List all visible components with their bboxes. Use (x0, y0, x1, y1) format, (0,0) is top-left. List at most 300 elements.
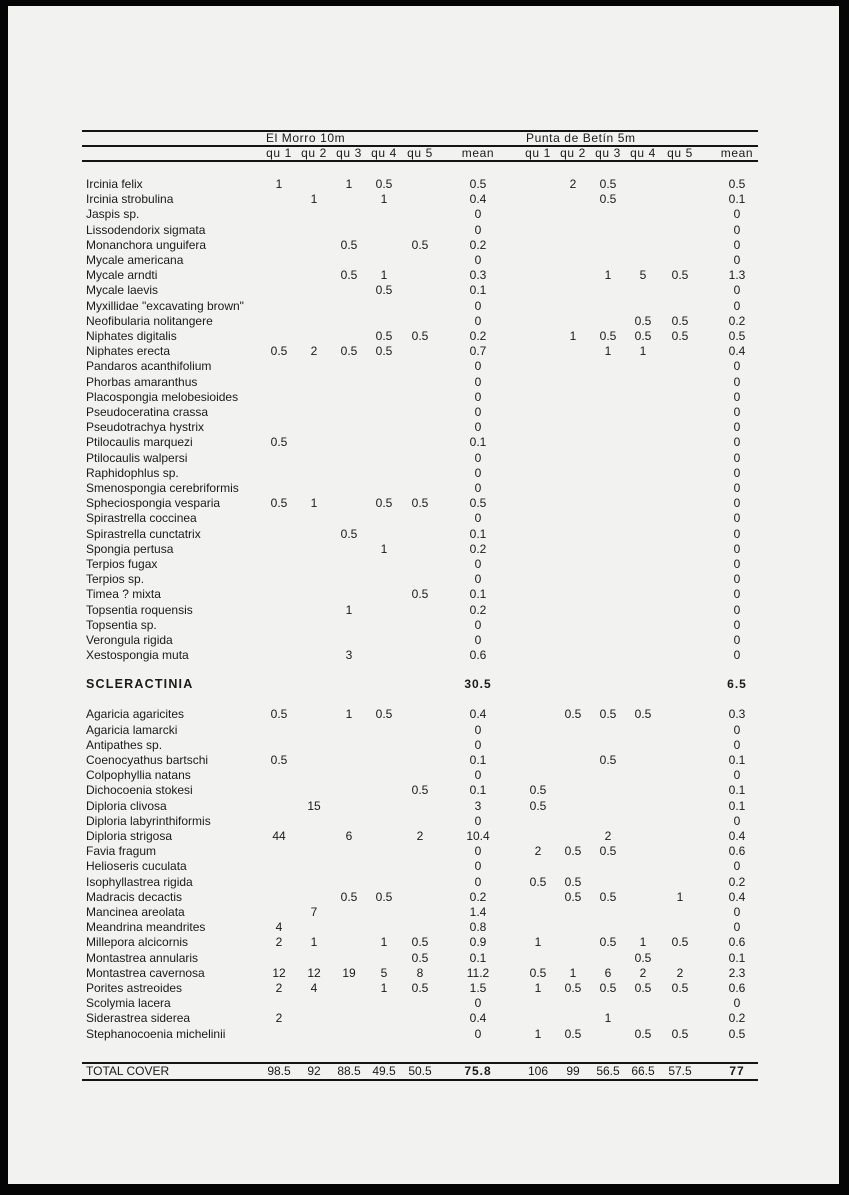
punta-betin-mean: 0 (733, 420, 741, 435)
el-morro-mean: 0 (474, 813, 482, 828)
species-name: Pseudotrachya hystrix (86, 420, 205, 435)
total-cover-row (82, 1064, 758, 1079)
el-morro-quadrat-value: 0.5 (375, 329, 393, 343)
el-morro-mean: 0.2 (469, 541, 487, 556)
punta-betin-mean: 0.1 (728, 798, 746, 813)
punta-betin-mean: 0 (733, 602, 741, 617)
el-morro-quadrat-value: 1 (310, 935, 318, 950)
el-morro-quadrat-value: 0.5 (411, 981, 429, 995)
el-morro-quadrat-value: 0.5 (340, 526, 358, 541)
species-name: Spheciospongia vesparia (86, 496, 221, 511)
punta-betin-mean: 0 (733, 557, 741, 571)
el-morro-section-total: 30.5 (464, 677, 492, 692)
punta-betin-mean: 0.6 (728, 981, 746, 995)
el-morro-mean: 0 (474, 1026, 482, 1041)
punta-betin-mean: 0 (733, 481, 741, 495)
table-row (82, 314, 758, 329)
el-morro-mean: 0 (474, 253, 482, 267)
punta-betin-quadrat-value: 0.5 (564, 707, 582, 722)
table-row (82, 451, 758, 466)
punta-betin-quadrat-value: 0.5 (671, 981, 689, 995)
table-row (82, 542, 758, 557)
el-morro-quadrat-value: 0.5 (270, 435, 288, 450)
el-morro-quadrat-value: 0.5 (375, 283, 393, 298)
table-row (82, 344, 758, 359)
table-row (82, 587, 758, 602)
site1-header: El Morro 10m (266, 131, 346, 145)
table-row (82, 753, 758, 768)
species-name: Topsentia roquensis (86, 602, 193, 617)
punta-betin-quadrat-value: 0.5 (599, 935, 617, 950)
species-name: Lissodendorix sigmata (86, 222, 206, 237)
el-morro-quadrat-value: 0.5 (270, 753, 288, 767)
column-header: qu 3 (336, 146, 362, 160)
punta-betin-mean: 0.1 (728, 783, 746, 798)
species-name: Timea ? mixta (86, 587, 161, 602)
column-header: qu 2 (301, 146, 327, 160)
punta-betin-quadrat-value: 0.5 (671, 329, 689, 343)
punta-betin-quadrat-value: 1 (676, 889, 684, 904)
species-name: Colpophyllia natans (86, 768, 191, 783)
table-row (82, 905, 758, 920)
punta-betin-quadrat-value: 2 (534, 844, 542, 859)
punta-betin-mean: 0.4 (728, 889, 746, 904)
punta-betin-mean: 0 (733, 541, 741, 556)
punta-betin-mean: 0 (733, 768, 741, 783)
el-morro-quadrat-value: 0.5 (375, 889, 393, 904)
punta-betin-mean: 0 (733, 222, 741, 237)
punta-betin-mean: 0.4 (728, 344, 746, 359)
el-morro-mean: 0 (474, 617, 482, 632)
el-morro-mean: 0 (474, 996, 482, 1011)
column-header: qu 1 (266, 146, 292, 160)
punta-betin-quadrat-value: 0.5 (564, 889, 582, 904)
el-morro-mean: 0.5 (469, 496, 487, 511)
punta-betin-mean: 0 (733, 207, 741, 222)
punta-betin-mean: 0.2 (728, 313, 746, 328)
species-name: Montastrea annularis (86, 950, 199, 965)
punta-betin-quadrat-value: 1 (569, 329, 577, 343)
species-name: Helioseris cuculata (86, 859, 187, 874)
punta-betin-mean: 0 (733, 737, 741, 752)
el-morro-quadrat-value: 0.5 (411, 950, 429, 965)
punta-betin-quadrat-value: 0.5 (529, 798, 547, 813)
el-morro-mean: 0.2 (469, 602, 487, 617)
el-morro-mean: 0 (474, 874, 482, 889)
table-row (82, 768, 758, 783)
punta-betin-mean: 0.1 (728, 950, 746, 965)
species-name: Siderastrea siderea (86, 1011, 191, 1026)
el-morro-quadrat-value: 1 (380, 192, 388, 207)
punta-betin-mean: 0 (733, 405, 741, 419)
table-row (82, 390, 758, 405)
species-name: Verongula rigida (86, 633, 173, 647)
el-morro-quadrat-value: 44 (272, 829, 286, 843)
el-morro-mean: 0 (474, 859, 482, 874)
el-morro-mean: 0.5 (469, 177, 487, 191)
el-morro-mean: 0 (474, 389, 482, 404)
el-morro-mean: 0 (474, 450, 482, 465)
table-row (82, 738, 758, 753)
el-morro-mean: 0.6 (469, 648, 487, 663)
el-morro-mean: 0 (474, 844, 482, 859)
punta-betin-mean: 0 (733, 920, 741, 935)
table-row (82, 466, 758, 481)
el-morro-total-value: 98.5 (267, 1064, 291, 1078)
punta-betin-mean: 0 (733, 283, 741, 298)
total-label: TOTAL COVER (86, 1064, 170, 1078)
species-name: Raphidophlus sp. (86, 465, 179, 480)
punta-betin-mean: 0.5 (728, 1026, 746, 1041)
el-morro-quadrat-value: 1 (310, 192, 318, 207)
el-morro-quadrat-value: 6 (345, 829, 353, 843)
punta-betin-quadrat-value: 1 (569, 965, 577, 980)
punta-betin-mean: 0 (733, 298, 741, 313)
punta-betin-quadrat-value: 1 (534, 981, 542, 995)
el-morro-mean: 0 (474, 737, 482, 752)
table-row (82, 283, 758, 298)
punta-betin-quadrat-value: 2 (604, 829, 612, 843)
table-row (82, 648, 758, 663)
punta-betin-total-value: 56.5 (596, 1064, 620, 1078)
species-name: Smenospongia cerebriformis (86, 481, 239, 495)
species-name: Pandaros acanthifolium (86, 359, 212, 374)
el-morro-mean: 0 (474, 511, 482, 526)
el-morro-quadrat-value: 0.5 (270, 344, 288, 359)
column-header-row (82, 146, 758, 161)
site2-header: Punta de Betín 5m (526, 131, 636, 145)
punta-betin-quadrat-value: 0.5 (599, 981, 617, 995)
el-morro-mean: 0.2 (469, 329, 487, 343)
el-morro-mean: 0.1 (469, 783, 487, 798)
el-morro-mean: 0 (474, 465, 482, 480)
el-morro-quadrat-value: 12 (272, 965, 286, 980)
el-morro-quadrat-value: 0.5 (411, 237, 429, 252)
species-name: Mycale americana (86, 253, 184, 267)
el-morro-quadrat-value: 0.5 (411, 329, 429, 343)
el-morro-quadrat-value: 0.5 (340, 237, 358, 252)
el-morro-mean: 0.1 (469, 950, 487, 965)
punta-betin-mean: 0 (733, 813, 741, 828)
table-row (82, 207, 758, 222)
punta-betin-section-total: 6.5 (727, 677, 747, 692)
el-morro-mean: 0 (474, 207, 482, 222)
el-morro-mean: 3 (474, 798, 482, 813)
punta-betin-mean: 0.6 (728, 935, 746, 950)
el-morro-quadrat-value: 0.5 (411, 587, 429, 602)
table-row (82, 420, 758, 435)
el-morro-mean: 11.2 (466, 965, 490, 980)
column-header: qu 4 (371, 146, 397, 160)
punta-betin-quadrat-value: 1 (534, 1026, 542, 1041)
site-header-row (82, 131, 758, 146)
document-page (8, 6, 839, 1184)
punta-betin-mean: 0 (733, 648, 741, 663)
el-morro-quadrat-value: 1 (345, 707, 353, 722)
table-row (82, 238, 758, 253)
total-bottom-rule (82, 1079, 758, 1081)
el-morro-quadrat-value: 0.5 (411, 783, 429, 798)
punta-betin-quadrat-value: 1 (534, 935, 542, 950)
table-row (82, 707, 758, 722)
el-morro-quadrat-value: 4 (310, 981, 318, 995)
punta-betin-quadrat-value: 0.5 (599, 753, 617, 767)
species-name: Monanchora unguifera (86, 237, 207, 252)
species-name: Myxillidae "excavating brown" (86, 298, 244, 313)
species-name: Phorbas amaranthus (86, 374, 198, 389)
species-name: Coenocyathus bartschi (86, 753, 209, 767)
el-morro-mean: 0.1 (469, 753, 487, 767)
el-morro-mean: 0 (474, 405, 482, 419)
punta-betin-mean: 0 (733, 572, 741, 587)
species-name: Diploria strigosa (86, 829, 173, 843)
table-row (82, 723, 758, 738)
el-morro-mean: 0.8 (469, 920, 487, 935)
species-name: Ptilocaulis marquezi (86, 435, 193, 450)
table-row (82, 435, 758, 450)
punta-betin-quadrat-value: 1 (639, 344, 647, 359)
punta-betin-quadrat-value: 2 (639, 965, 647, 980)
el-morro-quadrat-value: 0.5 (340, 268, 358, 283)
species-name: Terpios fugax (86, 557, 158, 571)
el-morro-mean: 0.1 (469, 587, 487, 602)
species-name: Mycale arndti (86, 268, 158, 283)
punta-betin-mean: 1.3 (728, 268, 746, 283)
table-row (82, 223, 758, 238)
column-header: qu 1 (525, 146, 551, 160)
species-name: Diploria labyrinthiformis (86, 813, 211, 828)
table-row (82, 603, 758, 618)
punta-betin-mean: 0 (733, 526, 741, 541)
table-row (82, 496, 758, 511)
column-header: mean (461, 146, 495, 160)
punta-betin-mean: 0 (733, 389, 741, 404)
el-morro-mean: 10.4 (466, 829, 490, 843)
punta-betin-quadrat-value: 0.5 (564, 844, 582, 859)
species-name: Stephanocoenia michelinii (86, 1026, 226, 1041)
el-morro-quadrat-value: 1 (380, 268, 388, 283)
punta-betin-mean: 0 (733, 722, 741, 737)
punta-betin-quadrat-value: 5 (639, 268, 647, 283)
el-morro-quadrat-value: 12 (307, 965, 321, 980)
el-morro-mean: 0.7 (469, 344, 487, 359)
punta-betin-mean: 0.3 (728, 707, 746, 722)
el-morro-mean: 0 (474, 481, 482, 495)
el-morro-quadrat-value: 1 (345, 602, 353, 617)
el-morro-mean: 0 (474, 420, 482, 435)
el-morro-quadrat-value: 2 (310, 344, 318, 359)
el-morro-quadrat-value: 0.5 (340, 889, 358, 904)
el-morro-mean: 0.1 (469, 435, 487, 450)
species-name: Ircinia felix (86, 177, 143, 191)
species-name: Agaricia agaricites (86, 707, 185, 722)
punta-betin-quadrat-value: 0.5 (634, 707, 652, 722)
punta-betin-mean: 0 (733, 511, 741, 526)
punta-betin-mean: 0 (733, 359, 741, 374)
el-morro-mean: 0.1 (469, 526, 487, 541)
table-row (82, 920, 758, 935)
species-name: Ircinia strobulina (86, 192, 174, 207)
el-morro-mean: 0 (474, 722, 482, 737)
el-morro-mean: 1.5 (469, 981, 487, 995)
table-row (82, 829, 758, 844)
table-row (82, 633, 758, 648)
punta-betin-quadrat-value: 0.5 (564, 1026, 582, 1041)
punta-betin-mean: 2.3 (728, 965, 746, 980)
species-name: Montastrea cavernosa (86, 965, 205, 980)
species-name: Topsentia sp. (86, 617, 157, 632)
species-name: Antipathes sp. (86, 737, 163, 752)
el-morro-quadrat-value: 0.5 (375, 177, 393, 191)
section-header-scleractinia (82, 677, 758, 692)
species-name: Mycale laevis (86, 283, 159, 298)
species-name: Scolymia lacera (86, 996, 171, 1011)
species-name: Niphates erecta (86, 344, 171, 359)
punta-betin-quadrat-value: 0.5 (564, 981, 582, 995)
species-name: Terpios sp. (86, 572, 145, 587)
species-name: Madracis decactis (86, 889, 183, 904)
punta-betin-quadrat-value: 2 (676, 965, 684, 980)
punta-betin-quadrat-value: 0.5 (599, 844, 617, 859)
punta-betin-mean: 0.5 (728, 329, 746, 343)
species-name: Pseudoceratina crassa (86, 405, 209, 419)
el-morro-mean: 0.2 (469, 237, 487, 252)
column-header: qu 5 (407, 146, 433, 160)
punta-betin-total-value: 99 (566, 1064, 580, 1078)
species-name: Xestospongia muta (86, 648, 189, 663)
table-row (82, 618, 758, 633)
species-name: Dichocoenia stokesi (86, 783, 193, 798)
el-morro-mean: 0.4 (469, 192, 487, 207)
punta-betin-mean: 0.1 (728, 192, 746, 207)
punta-betin-quadrat-value: 0.5 (671, 1026, 689, 1041)
species-name: Niphates digitalis (86, 329, 177, 343)
column-header: qu 2 (560, 146, 586, 160)
punta-betin-quadrat-value: 0.5 (599, 177, 617, 191)
el-morro-quadrat-value: 1 (310, 496, 318, 511)
el-morro-quadrat-value: 0.5 (270, 496, 288, 511)
column-header: qu 5 (667, 146, 693, 160)
species-name: Neofibularia nolitangere (86, 313, 213, 328)
punta-betin-quadrat-value: 0.5 (671, 268, 689, 283)
el-morro-mean: 0 (474, 633, 482, 647)
el-morro-quadrat-value: 0.5 (270, 707, 288, 722)
table-row (82, 511, 758, 526)
punta-betin-quadrat-value: 6 (604, 965, 612, 980)
punta-betin-quadrat-value: 1 (604, 344, 612, 359)
punta-betin-mean: 0 (733, 617, 741, 632)
el-morro-quadrat-value: 0.5 (411, 496, 429, 511)
el-morro-mean: 0 (474, 222, 482, 237)
punta-betin-mean: 0.2 (728, 1011, 746, 1026)
punta-betin-mean: 0 (733, 859, 741, 874)
table-row (82, 375, 758, 390)
el-morro-mean: 0 (474, 557, 482, 571)
punta-betin-quadrat-value: 0.5 (564, 874, 582, 889)
species-name: Meandrina meandrites (86, 920, 206, 935)
el-morro-quadrat-value: 1 (275, 177, 283, 191)
punta-betin-total-value: 106 (527, 1064, 549, 1078)
punta-betin-mean: 0 (733, 465, 741, 480)
punta-betin-quadrat-value: 0.5 (599, 192, 617, 207)
punta-betin-mean: 0 (733, 996, 741, 1011)
el-morro-quadrat-value: 0.5 (411, 935, 429, 950)
punta-betin-mean: 0.2 (728, 874, 746, 889)
header-bottom-rule (82, 160, 758, 162)
section-title: SCLERACTINIA (86, 677, 194, 692)
el-morro-quadrat-value: 2 (416, 829, 424, 843)
el-morro-mean: 0.4 (469, 1011, 487, 1026)
el-morro-quadrat-value: 1 (380, 981, 388, 995)
punta-betin-quadrat-value: 2 (569, 177, 577, 191)
table-row (82, 527, 758, 542)
punta-betin-quadrat-value: 1 (639, 935, 647, 950)
el-morro-quadrat-value: 2 (275, 935, 283, 950)
table-row (82, 1011, 758, 1026)
el-morro-mean: 0 (474, 313, 482, 328)
table-row (82, 1027, 758, 1042)
punta-betin-mean: 0.6 (728, 844, 746, 859)
el-morro-quadrat-value: 2 (275, 1011, 283, 1026)
table-row (82, 268, 758, 283)
table-row (82, 177, 758, 192)
species-name: Jaspis sp. (86, 207, 140, 222)
table-row (82, 253, 758, 268)
table-row (82, 799, 758, 814)
punta-betin-quadrat-value: 0.5 (634, 329, 652, 343)
table-row (82, 966, 758, 981)
el-morro-quadrat-value: 3 (345, 648, 353, 663)
el-morro-quadrat-value: 15 (307, 798, 321, 813)
el-morro-total-value: 92 (307, 1064, 321, 1078)
punta-betin-quadrat-value: 1 (604, 1011, 612, 1026)
el-morro-mean: 0.4 (469, 707, 487, 722)
table-row (82, 329, 758, 344)
punta-betin-quadrat-value: 0.5 (529, 874, 547, 889)
el-morro-mean: 0 (474, 768, 482, 783)
table-row (82, 951, 758, 966)
table-row (82, 844, 758, 859)
punta-betin-mean: 0.5 (728, 177, 746, 191)
table-row (82, 405, 758, 420)
table-row (82, 299, 758, 314)
table-row (82, 359, 758, 374)
el-morro-quadrat-value: 5 (380, 965, 388, 980)
punta-betin-quadrat-value: 0.5 (599, 707, 617, 722)
punta-betin-total-mean: 77 (729, 1064, 745, 1078)
species-name: Diploria clivosa (86, 798, 167, 813)
species-name: Spirastrella cunctatrix (86, 526, 201, 541)
table-row (82, 192, 758, 207)
punta-betin-quadrat-value: 1 (604, 268, 612, 283)
punta-betin-mean: 0 (733, 633, 741, 647)
el-morro-quadrat-value: 0.5 (340, 344, 358, 359)
el-morro-mean: 0 (474, 374, 482, 389)
el-morro-quadrat-value: 4 (275, 920, 283, 935)
table-row (82, 859, 758, 874)
punta-betin-mean: 0 (733, 905, 741, 919)
el-morro-mean: 0.3 (469, 268, 487, 283)
table-row (82, 572, 758, 587)
column-header: qu 3 (595, 146, 621, 160)
species-name: Millepora alcicornis (86, 935, 189, 950)
punta-betin-quadrat-value: 0.5 (529, 965, 547, 980)
column-header: qu 4 (630, 146, 656, 160)
el-morro-total-mean: 75.8 (464, 1064, 492, 1078)
el-morro-quadrat-value: 2 (275, 981, 283, 995)
punta-betin-mean: 0 (733, 435, 741, 450)
table-row (82, 875, 758, 890)
